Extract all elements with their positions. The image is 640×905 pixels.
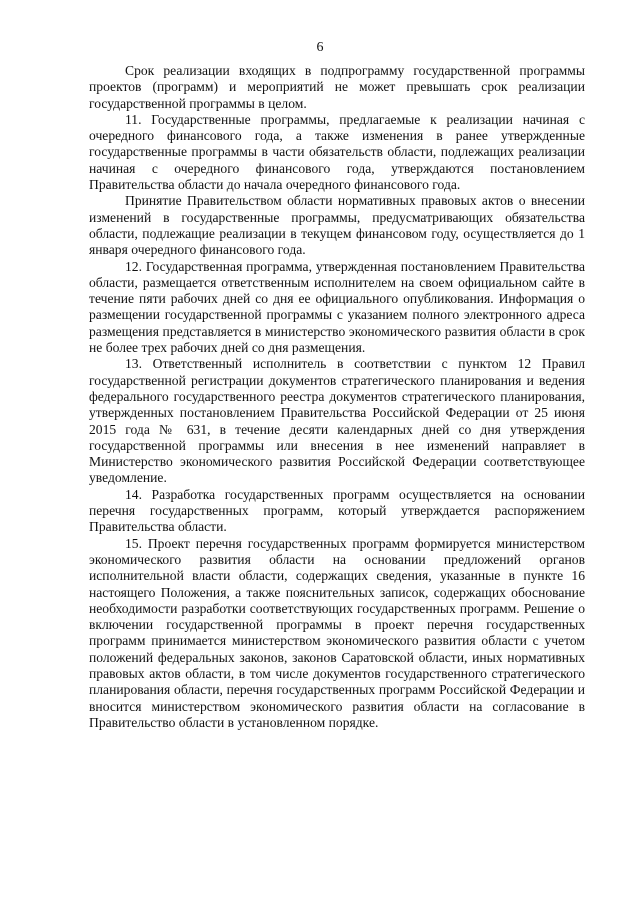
paragraph-11-amendments: Принятие Правительством области нормативных правовых актов о внесении изменений в государственные программы, предусматривающих обязательства области, подлежащие реализации в текущем финансовом году, осуществляется до 1 января очередного финансового года. <box>89 193 585 258</box>
paragraph-15: 15. Проект перечня государственных программ формируется министерством экономического развития области на основании предложений органов исполнительной власти области, содержащих сведения, указанные в пункте 16 настоящего Положения, а также пояснительных записок, содержащих обоснование необходимости разработки соответствующих государственных программ. Решение о включении государственной программы в проект перечня государственных программ принимается министерством экономического развития области с учетом положений федеральных законов, законов Саратовской области, иных нормативных правовых актов области, в том числе документов государственного стратегического планирования области, перечня государственных программ Российской Федерации и вносится министерством экономического развития области на согласование в Правительство области в установленном порядке. <box>89 535 585 730</box>
paragraph-implementation-period: Срок реализации входящих в подпрограмму государственной программы проектов (программ) и мероприятий не может превышать срок реализации государственной программы в целом. <box>89 63 585 111</box>
document-body <box>89 63 585 731</box>
page-number: 6 <box>316 40 324 55</box>
paragraph-12: 12. Государственная программа, утвержденная постановлением Правительства области, размещается ответственным исполнителем на своем официальном сайте в течение пяти рабочих дней со дня ее официального опубликования. Информация о размещении государственной программы с указанием полного электронного адреса размещения представляется в министерство экономического развития области в срок не более трех рабочих дней со дня размещения. <box>89 258 585 356</box>
paragraph-14: 14. Разработка государственных программ осуществляется на основании перечня государственных программ, который утверждается распоряжением Правительства области. <box>89 486 585 535</box>
paragraph-11: 11. Государственные программы, предлагаемые к реализации начиная с очередного финансового года, а также изменения в ранее утвержденные государственные программы в части обязательств области, подлежащих реализации начиная с очередного финансового года, утверждаются постановлением Правительства области до начала очередного финансового года. <box>89 111 585 193</box>
paragraph-13: 13. Ответственный исполнитель в соответствии с пунктом 12 Правил государственной регистрации документов стратегического планирования и ведения федерального государственного реестра документов стратегического планирования, утвержденных постановлением Правительства Российской Федерации от 25 июня 2015 года № 631, в течение десяти календарных дней со дня утверждения государственной программы или внесения в нее изменений направляет в Министерство экономического развития Российской Федерации соответствующее уведомление. <box>89 356 585 486</box>
